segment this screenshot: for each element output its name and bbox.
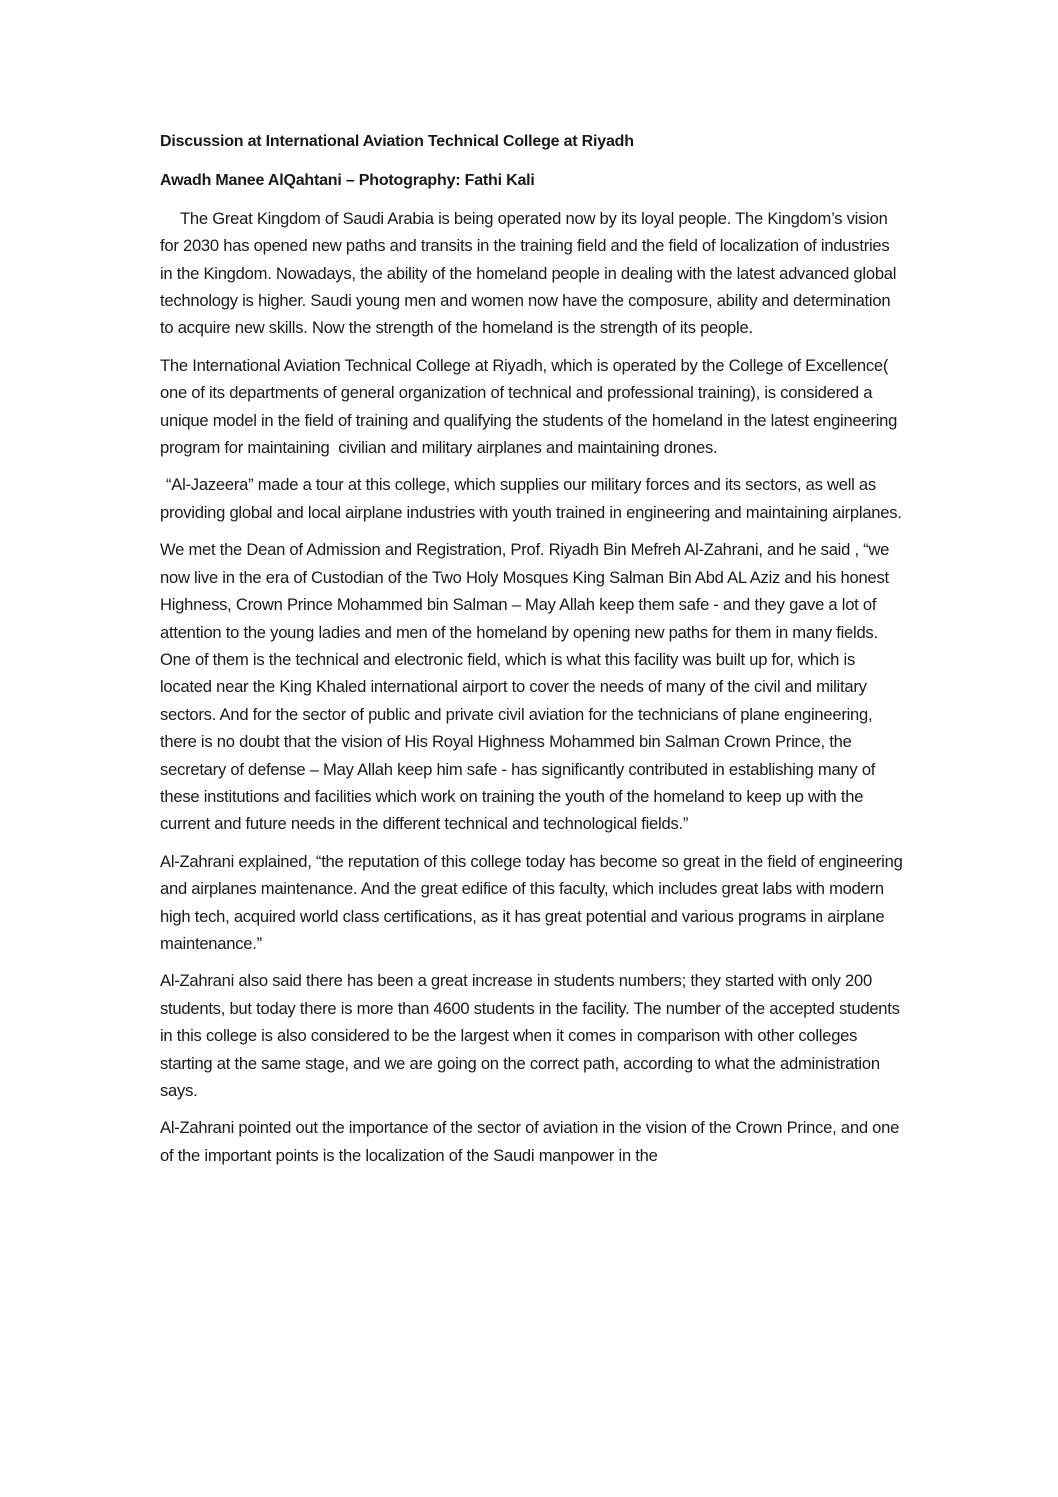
paragraph: The International Aviation Technical College at Riyadh, which is operated by the College of Excellence( one of its departments of general organization of technical and professional training), is considered a unique model in the field of training and qualifying the students of the homeland in the latest engineering program for maintaining civilian and military airplanes and maintaining drones. [160, 355, 902, 458]
document-body [160, 128, 905, 1179]
paragraph: Al-Zahrani explained, “the reputation of this college today has become so great in the field of engineering and airplanes maintenance. And the great edifice of this faculty, which includes great labs with modern high tech, acquired world class certifications, as it has great potential and various programs in airplane maintenance.” [160, 851, 907, 953]
article-byline: Awadh Manee AlQahtani – Photography: Fathi Kali [160, 172, 535, 190]
article-title: Discussion at International Aviation Technical College at Riyadh [160, 133, 634, 150]
paragraph: “Al-Jazeera” made a tour at this college, which supplies our military forces and its sectors, as well as providing global and local airplane industries with youth trained in engineering and maintaining airplanes. [160, 475, 902, 522]
paragraph: Al-Zahrani also said there has been a great increase in students numbers; they started with only 200 students, but today there is more than 4600 students in the facility. The number of the accepted students in this college is also considered to be the largest when it comes in comparison with other colleges starting at the same stage, and we are going on the correct path, according to what the administration says. [160, 971, 905, 1100]
paragraph: Al-Zahrani pointed out the importance of the sector of aviation in the vision of the Crown Prince, and one of the important points is the localization of the Saudi manpower in the [160, 1118, 904, 1165]
paragraph: The Great Kingdom of Saudi Arabia is being operated now by its loyal people. The Kingdom’s vision for 2030 has opened new paths and transits in the training field and the field of localization of industries in the Kingdom. Nowadays, the ability of the homeland people in dealing with the latest advanced global technology is higher. Saudi young men and women now have the composure, ability and determination to acquire new skills. Now the strength of the homeland is the strength of its people. [160, 208, 901, 338]
paragraph: We met the Dean of Admission and Registration, Prof. Riyadh Bin Mefreh Al-Zahrani, and he said , “we now live in the era of Custodian of the Two Holy Mosques King Salman Bin Abd AL Aziz and his honest Highness, Crown Prince Mohammed bin Salman – May Allah keep them safe - and they gave a lot of attention to the young ladies and men of the homeland by opening new paths for them in many fields. One of them is the technical and electronic field, which is what this facility was built up for, which is located near the King Khaled international airport to cover the needs of many of the civil and military sectors. And for the sector of public and private civil aviation for the technicians of plane engineering, there is no doubt that the vision of His Royal Highness Mohammed bin Salman Crown Prince, the secretary of defense – May Allah keep him safe - has significantly contributed in establishing many of these institutions and facilities which work on training the youth of the homeland to keep up with the current and future needs in the different technical and technological fields.” [160, 540, 894, 834]
